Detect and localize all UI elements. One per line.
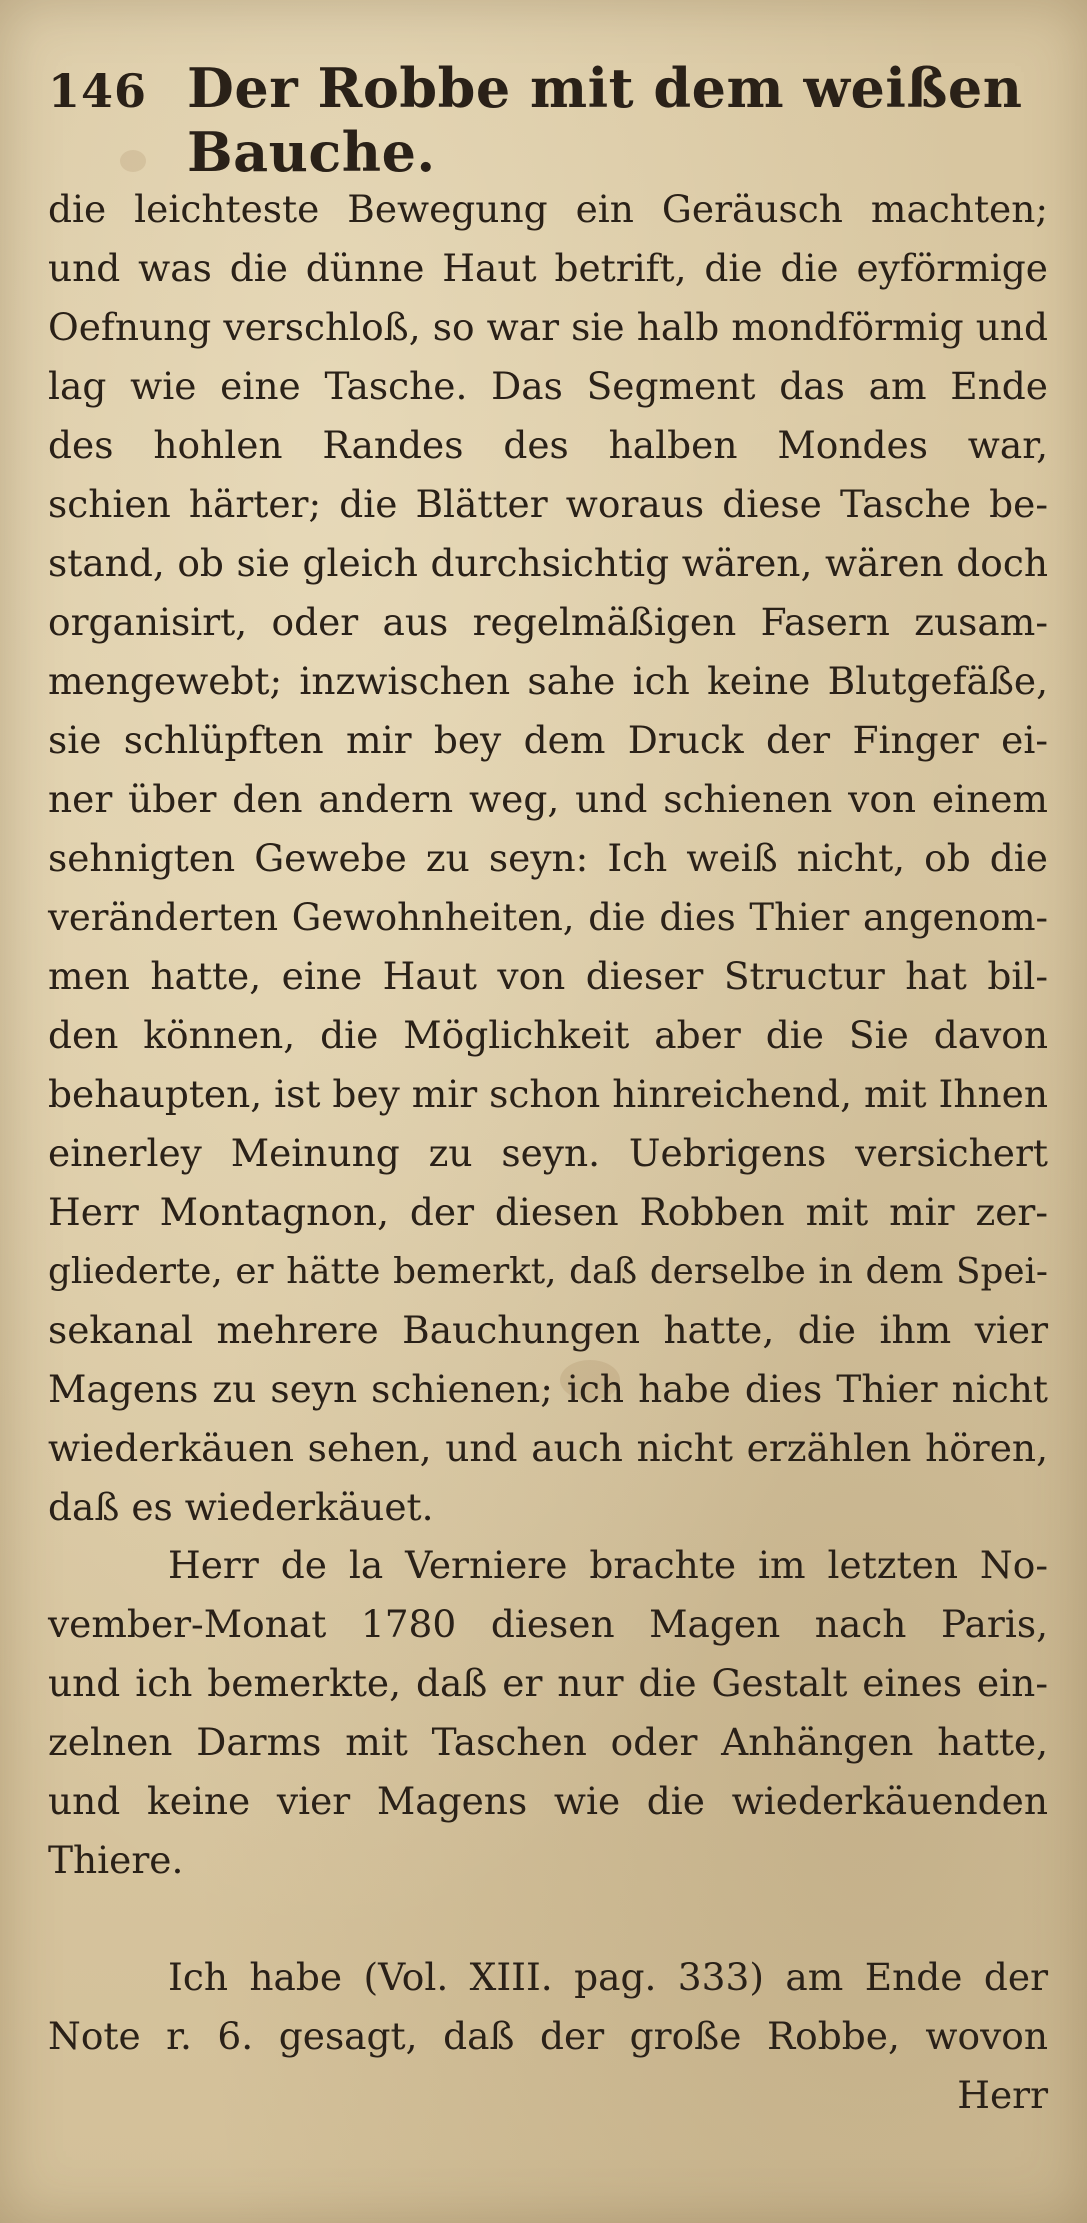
page-header [48, 56, 1047, 184]
running-title: Der Robbe mit dem weißen Bauche. [187, 56, 1023, 184]
text-line: die leichteste Bewegung ein Geräusch machten; [48, 187, 1048, 231]
text-line: sekanal mehrere Bauchungen hatte, die ihm vier [48, 1308, 1048, 1352]
text-line: organisirt, oder aus regelmäßigen Fasern zusam- [48, 600, 1048, 644]
page-number: 146 [48, 64, 148, 118]
text-line: veränderten Gewohnheiten, die dies Thier angenom- [48, 896, 1048, 939]
text-line: stand, ob sie gleich durchsichtig wären, wären doch [48, 541, 1048, 585]
paper-stain [120, 150, 146, 172]
text-line: Herr Montagnon, der diesen Robben mit mir zer- [48, 1190, 1048, 1234]
text-line: den können, die Möglichkeit aber die Sie davon [48, 1013, 1048, 1057]
text-line: zelnen Darms mit Taschen oder Anhängen hatte, [48, 1720, 1048, 1764]
text-line: daß es wiederkäuet. [48, 1485, 434, 1529]
text-line: sie schlüpften mir bey dem Druck der Finger ei- [48, 718, 1048, 762]
text-line: wiederkäuen sehen, und auch nicht erzählen hören, [48, 1426, 1048, 1470]
text-line: gliederte, er hätte bemerkt, daß derselbe in dem Spei- [48, 1251, 1048, 1292]
catchword: Herr [957, 2073, 1048, 2117]
text-line: und was die dünne Haut betrift, die die eyförmige [48, 246, 1048, 290]
text-line: einerley Meinung zu seyn. Uebrigens versichert [48, 1131, 1048, 1175]
text-line: Note r. 6. gesagt, daß der große Robbe, wovon [48, 2014, 1048, 2058]
text-line: mengewebt; inzwischen sahe ich keine Blutgefäße, [48, 659, 1048, 703]
text-line: Thiere. [48, 1838, 184, 1882]
text-line: Oefnung verschloß, so war sie halb mondförmig und [48, 305, 1048, 349]
text-line: behaupten, ist bey mir schon hinreichend, mit Ihnen [48, 1072, 1048, 1116]
paragraph-1 [48, 180, 1048, 1537]
text-line: und keine vier Magens wie die wiederkäuenden [48, 1779, 1048, 1823]
text-line: vember-Monat 1780 diesen Magen nach Paris, [48, 1602, 1048, 1646]
text-line: schien härter; die Blätter woraus diese Tasche be- [48, 482, 1048, 526]
text-line: Herr de la Verniere brachte im letzten No- [168, 1543, 1048, 1587]
text-line: men hatte, eine Haut von dieser Structur hat bil- [48, 954, 1048, 998]
text-line: ner über den andern weg, und schienen von einem [48, 777, 1048, 821]
text-line: Magens zu seyn schienen; ich habe dies Thier nicht [48, 1367, 1048, 1411]
paragraph-3 [48, 1948, 1048, 2125]
text-line: sehnigten Gewebe zu seyn: Ich weiß nicht, ob die [48, 836, 1048, 880]
text-line: des hohlen Randes des halben Mondes war, [48, 423, 1048, 467]
text-line: und ich bemerkte, daß er nur die Gestalt eines ein- [48, 1661, 1048, 1705]
text-line: lag wie eine Tasche. Das Segment das am Ende [48, 364, 1048, 408]
text-line: Ich habe (Vol. XIII. pag. 333) am Ende der [168, 1955, 1048, 1999]
paragraph-2 [48, 1536, 1048, 1890]
